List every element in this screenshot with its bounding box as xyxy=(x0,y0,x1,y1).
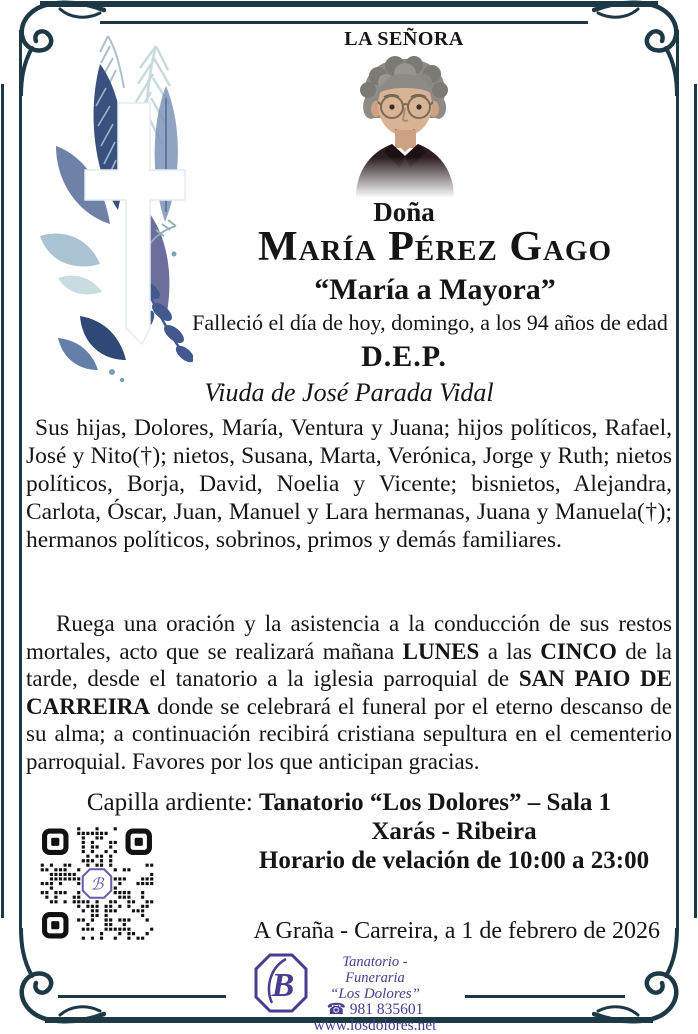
funeral-home-website: www.losdolores.net xyxy=(313,1017,437,1034)
wake-location-line xyxy=(230,818,678,846)
funeral-home-monogram-icon xyxy=(83,869,112,898)
portrait-photo xyxy=(340,52,470,198)
wake-venue-line xyxy=(26,789,672,817)
wake-venue: Tanatorio “Los Dolores” – Sala 1 xyxy=(259,789,612,816)
funeral-text: Ruega una oración y la asistencia a la conducción de sus restos mortales, acto que se realizará mañana xyxy=(26,611,672,664)
family-paragraph-text: Sus hijas, Dolores, María, Ventura y Juana; hijos políticos, Rafael, José y Nito(†); nietos, Susana, Marta, Verónica, Jorge y Ruth; nietos políticos, Borja, David, Noelia y Vicente; bisnietos, Alejandra, Carlota, Óscar, Juan, Manuel y Lara hermanas, Juana y Manuela(†); hermanos políticos, sobrinos, primos y demás familiares. xyxy=(26,415,672,553)
funeral-parish: SAN PAIO DE CARREIRA xyxy=(26,666,672,719)
funeral-day: LUNES xyxy=(402,638,480,664)
frame-top-inner xyxy=(100,21,588,24)
wake-label: Capilla ardiente: xyxy=(86,789,260,816)
frame-right-inner xyxy=(676,30,679,928)
qr-code xyxy=(40,824,154,943)
death-line-text: Falleció el día de hoy, domingo, a los 94 años de edad xyxy=(192,310,668,335)
funeral-home-logo xyxy=(252,951,310,1017)
funeral-text: a las xyxy=(479,638,541,664)
frame-right-outer xyxy=(694,84,697,918)
wake-location: Xarás - Ribeira xyxy=(371,818,537,845)
death-line xyxy=(170,310,690,336)
frame-left-outer xyxy=(1,84,4,918)
dateline-text: A Graña - Carreira, a 1 de febrero de 2026 xyxy=(253,918,660,944)
deceased-name xyxy=(180,223,690,271)
frame-top-band xyxy=(40,1,658,7)
widow-line-text: Viuda de José Parada Vidal xyxy=(204,378,494,407)
deceased-name-text: María Pérez Gago xyxy=(257,224,613,270)
funeral-paragraph xyxy=(26,610,672,775)
svg-text:ℬ: ℬ xyxy=(90,874,104,894)
widow-line xyxy=(20,378,678,408)
wake-schedule-line xyxy=(230,847,678,875)
funeral-text: de la tarde, desde el tanatorio a la iglesia parroquial de xyxy=(26,638,672,691)
footer-left-rule xyxy=(58,995,226,998)
family-paragraph xyxy=(26,414,672,554)
pretitle-text: LA SEÑORA xyxy=(344,28,464,50)
rip-text: D.E.P. xyxy=(361,340,447,373)
funeral-home-phone: ☎ 981 835601 xyxy=(326,1001,424,1018)
frame-left-inner xyxy=(19,30,22,928)
dateline xyxy=(200,918,660,945)
honorific-text: Doña xyxy=(373,197,435,227)
rip-abbreviation xyxy=(150,340,658,374)
pretitle xyxy=(150,28,658,51)
funeral-home-name: “Los Dolores” xyxy=(330,986,420,1002)
funeral-hour: CINCO xyxy=(540,638,617,664)
nickname-text: “María a Mayora” xyxy=(314,273,556,306)
funeral-text: donde se celebrará el funeral por el eterno descanso de su alma; a continuación recibirá cristiana sepultura en el cementerio parroquial. Favores por los que anticipan gracias. xyxy=(26,693,672,774)
nickname xyxy=(180,273,690,307)
funeral-home-type: Tanatorio - Funeraria xyxy=(342,954,408,986)
wake-schedule: Horario de velación de 10:00 a 23:00 xyxy=(258,847,650,874)
footer-right-rule xyxy=(465,995,625,998)
svg-text:B: B xyxy=(271,967,295,1004)
funeral-home-info xyxy=(312,954,438,1034)
